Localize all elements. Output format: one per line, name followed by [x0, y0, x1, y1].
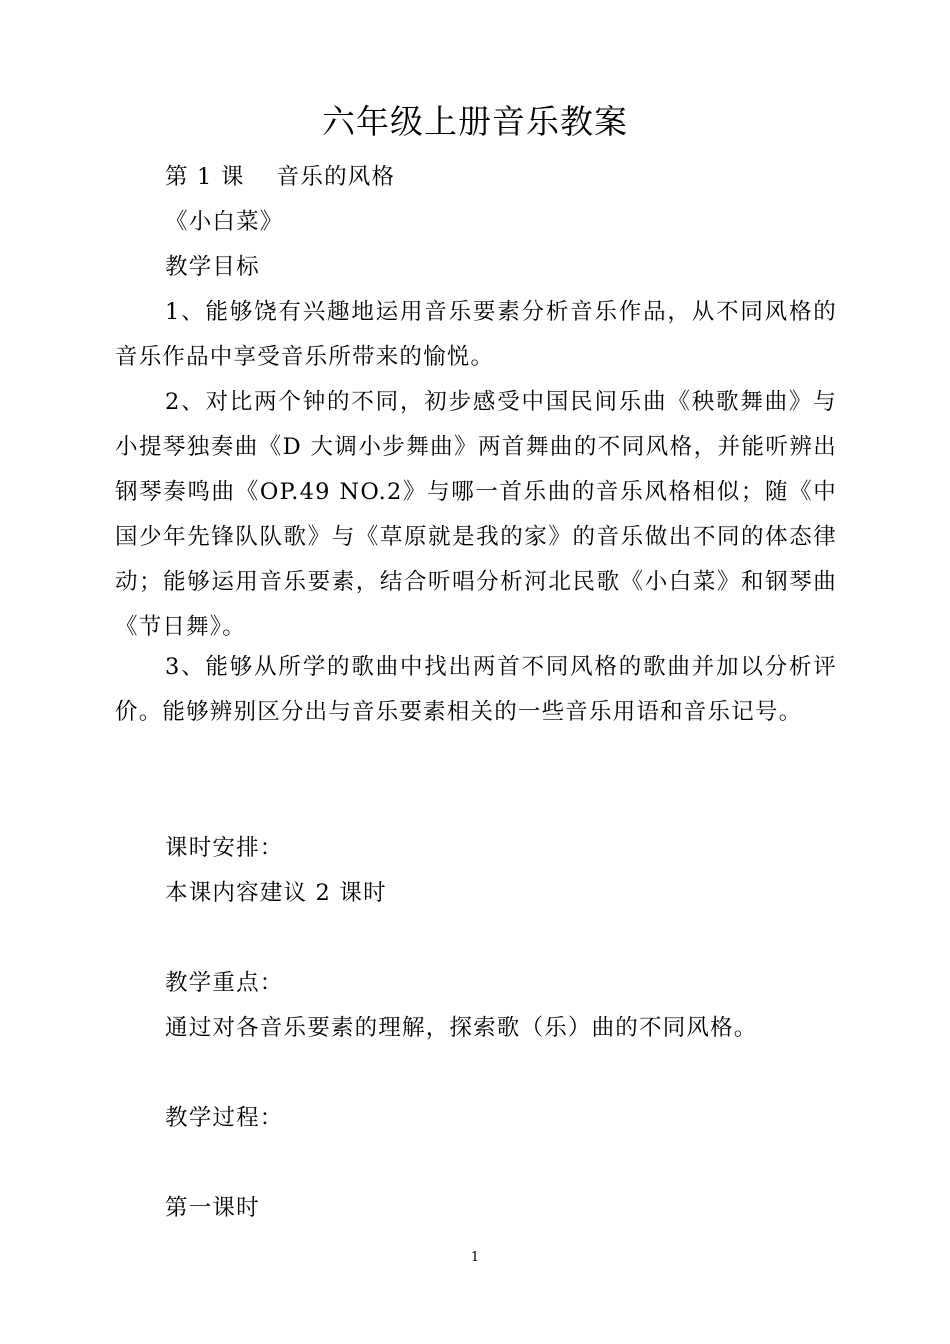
page-number: 1 — [470, 1250, 480, 1265]
objectives-heading: 教学目标 — [165, 254, 260, 280]
focus-text: 通过对各音乐要素的理解，探索歌（乐）曲的不同风格。 — [165, 1015, 758, 1041]
document-title: 六年级上册音乐教案 — [322, 102, 628, 141]
song-title: 《小白菜》 — [165, 209, 284, 235]
focus-heading: 教学重点： — [165, 970, 284, 996]
schedule-heading: 课时安排： — [165, 835, 284, 861]
lesson-heading: 第 1 课 音乐的风格 — [165, 164, 396, 190]
objective-paragraph-3: 3、能够从所学的歌曲中找出两首不同风格的歌曲并加以分析评价。能够辨别区分出与音乐要素相关的一些音乐用语和音乐记号。 — [115, 654, 837, 725]
process-heading: 教学过程： — [165, 1105, 284, 1131]
first-lesson-heading: 第一课时 — [165, 1195, 260, 1221]
objective-paragraph-1: 1、能够饶有兴趣地运用音乐要素分析音乐作品，从不同风格的音乐作品中享受音乐所带来的愉悦。 — [115, 299, 837, 370]
objective-paragraph-2: 2、对比两个钟的不同，初步感受中国民间乐曲《秧歌舞曲》与小提琴独奏曲《D 大调小步舞曲》两首舞曲的不同风格，并能听辨出钢琴奏鸣曲《OP.49 NO.2》与哪一首乐曲的音乐风格相似；随《中国少年先锋队队歌》与《草原就是我的家》的音乐做出不同的体态律动；能够运用音乐要素，结合听唱分析河北民歌《小白菜》和钢琴曲《节日舞》。 — [115, 389, 837, 640]
schedule-text: 本课内容建议 2 课时 — [165, 880, 387, 906]
